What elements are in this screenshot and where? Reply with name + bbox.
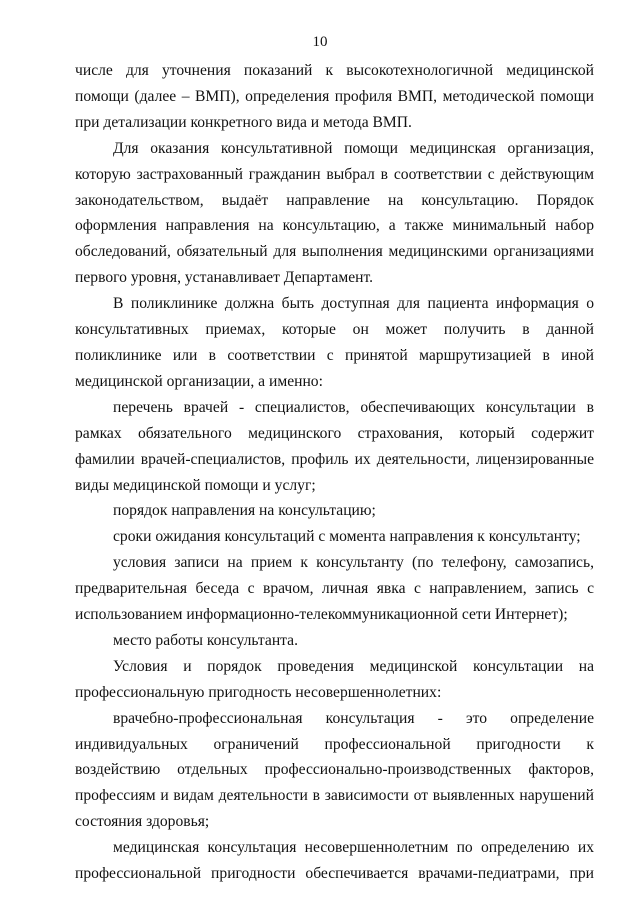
paragraph-appointment-conditions: условия записи на прием к консультанту (по телефону, самозапись, предварительная беседа с врачом, личная явка с направлением, запись с использованием информационно-телекоммуникационной сети Интернет); — [75, 554, 594, 624]
paragraph-specialist-list: перечень врачей - специалистов, обеспечивающих консультации в рамках обязательного медицинского страхования, который содержит фамилии врачей-специалистов, профиль их деятельности, лицензированные виды медицинской помощи и услуг; — [75, 398, 594, 494]
paragraph-minors-conditions: Условия и порядок проведения медицинской консультации на профессиональную пригодность несовершеннолетних: — [75, 657, 594, 701]
paragraph-polyclinic-information: В поликлинике должна быть доступная для пациента информация о консультативных приемах, которые он может получить в данной поликлинике или в соответствии с принятой маршрутизацией в иной медицинской организации, а именно: — [75, 295, 594, 390]
paragraph-referral-procedure: порядок направления на консультацию; — [113, 502, 376, 520]
paragraph-vmp-continuation: числе для уточнения показаний к высокотехнологичной медицинской помощи (далее – ВМП), определения профиля ВМП, методической помощи при детализации конкретного вида и метода ВМП. — [75, 62, 594, 131]
paragraph-professional-consultation-definition: врачебно-профессиональная консультация - это определение индивидуальных ограничений профессиональной пригодности к воздействию отдельных профессионально-производственных факторов, профессиям и видам деятельности в зависимости от выявленных нарушений состояния здоровья; — [75, 709, 594, 831]
page-number: 10 — [312, 34, 328, 50]
paragraph-pediatric-consultation: медицинская консультация несовершеннолетним по определению их профессиональной пригодности обеспечивается врачами-педиатрами, при — [75, 839, 594, 883]
body-text — [75, 58, 594, 887]
paragraph-consultative-referral: Для оказания консультативной помощи медицинская организация, которую застрахованный гражданин выбрал в соответствии с действующим законодательством, выдаёт направление на консультацию. Порядок оформления направления на консультацию, а также минимальный набор обследований, обязательный для выполнения медицинскими организациями первого уровня, устанавливает Департамент. — [75, 139, 594, 287]
paragraph-consultant-workplace: место работы консультанта. — [113, 631, 298, 649]
paragraph-waiting-times: сроки ожидания консультаций с момента направления к консультанту; — [113, 528, 581, 546]
